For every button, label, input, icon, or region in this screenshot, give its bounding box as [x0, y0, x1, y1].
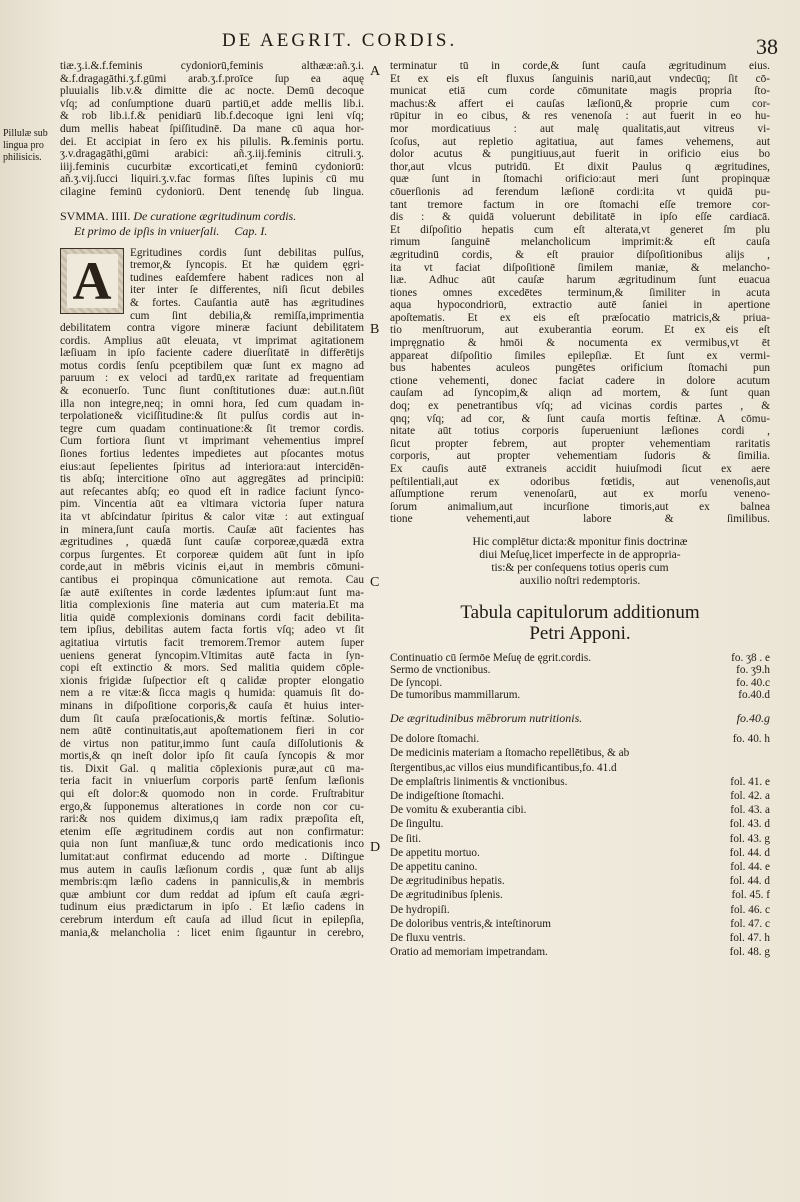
text-line: tudinum eius prædictarum in ipſo . Et læſio cadens in	[60, 901, 364, 914]
text-line: xionis frigidæ ſuſpectior eſt q calidæ propter elongatio	[60, 674, 364, 687]
text-line: cauſam ad ſyncopim,& aliqn ad mortem, & ſunt quan	[390, 387, 770, 400]
text-line: nitate aūt totius corporis ſuperueniunt læſiones cordi ,	[390, 425, 770, 438]
text-line: mus autem in cauſis læſionum cordis , quæ ſunt ab alijs	[60, 863, 364, 876]
text-line: qui eſt dolor:& quomodo non in corde. Fruſtrabitur	[60, 788, 364, 801]
text-line: ita vt faciat diſpoſitionē ſimilem maniæ, & melancho-	[390, 261, 770, 274]
folio-number: 38	[756, 34, 778, 59]
text-line: Cum fortiora ſiunt vt imprimant vehementius impreſ	[60, 435, 364, 448]
toc-row	[390, 888, 770, 902]
text-line: dei. Et accipiat in ſero ex his pilulis. ℞.feminis portu.	[60, 135, 364, 148]
text-line: mortis,& qn ineſt dolor ipſo ſit cauſa ſyncopis & mor	[60, 750, 364, 763]
toc-subheading-folio: fo.40.g	[736, 710, 770, 725]
text-line: copi eſt extinctio & mors. Sed malitia quidem cōple-	[60, 662, 364, 675]
text-line: terpolatione& viciſſitudine:& ſit pulſus cordis aut in-	[60, 410, 364, 423]
toc-folio: fol. 48. g	[729, 946, 770, 959]
text-line: rimum ſanguinē melancholicum imprimit:& eſt cauſa	[390, 236, 770, 249]
margin-note-line: philisicis.	[3, 152, 42, 163]
text-line: pluuialis lib.v.& dimitte die ac nocte. Demū decoque	[60, 85, 364, 98]
text-line: tegre cum quadam continuatione:& ſit tremor cordis.	[60, 422, 364, 435]
text-line: Et diſpoſitio hepatis cum eſt alterata,vt generet ſm plu	[390, 223, 770, 236]
toc-title: De ægritudinibus hepatis.	[390, 875, 505, 888]
text-line: ctione vehementi, donec faciat cadere in dolore acutum	[390, 374, 770, 387]
toc-title: De ſingultu.	[390, 818, 444, 831]
text-line: municat etiā cum corde cōmunitate magis propria ſto-	[390, 85, 770, 98]
text-line: teria facit in vniuerſum corporis partē ſenſum læſionis	[60, 775, 364, 788]
text-line: auxilio noſtri redemptoris.	[519, 574, 641, 587]
text-line: corde,aut in mēbris vicinis ei,aut in membris cōmuni-	[60, 561, 364, 574]
text-line: Egritudines cordis ſunt debilitas pulſus,	[130, 246, 364, 259]
main-text	[60, 322, 364, 939]
text-line: tant tremore factum in ore ſtomachi eſſe tremore cor-	[390, 198, 770, 211]
toc-row	[390, 775, 770, 789]
text-line: machus:& affert ei cauſas læſionū,& proprie cum cor-	[390, 97, 770, 110]
table-title-line: Tabula capitulorum additionum	[460, 601, 700, 623]
text-line: dis : & quidā voluerunt debilitatē in ipſo eſſe cardiacā.	[390, 211, 770, 224]
text-line: ſiones fortius ledentes impedietes aut pſocantes motus	[60, 448, 364, 461]
table-title-line: Petri Apponi.	[529, 622, 631, 644]
text-line: ʒ.v.dragagāthi,gūmi arabici: añ.ʒ.iij.feminis citruli.ʒ.	[60, 148, 364, 161]
text-line: tis abſq; intercitione oīno aut aggregātes ad principiū:	[60, 473, 364, 486]
text-line: tudines eaſdemfere habent radices non al	[130, 271, 364, 284]
toc-folio	[764, 761, 770, 775]
text-line: & rob lib.i.f.& penidiarū lib.f.decoque igni leni vſq;	[60, 110, 364, 123]
text-line: ita vt abſcindatur ſpiritus & calor vitæ : aut extinguaſ	[60, 511, 364, 523]
left-column	[60, 60, 364, 939]
toc-row	[390, 761, 770, 775]
text-line: nem a re vitæ:& ſicca magis q humida: quamuis ſit do-	[60, 687, 364, 700]
text-line: tiones omnes excedētes terminum,& ſimiliter in acuta	[390, 286, 770, 299]
text-line: litia complexionis ſine materia aut cum materia.Et ma	[60, 599, 364, 612]
text-line: cantibus ei propinqua cōmunicatione aut remota. Cau	[60, 573, 364, 586]
toc-title: De ægritudinibus ſplenis.	[390, 889, 503, 902]
text-line: quia non ſunt manſiuæ,& tunc ordo medicationis inco	[60, 838, 364, 851]
toc-title: Sermo de vnctionibus.	[390, 664, 491, 677]
toc-title: De ſyncopi.	[390, 676, 443, 689]
toc-folio: fol. 46. c	[730, 903, 770, 916]
running-head: DE AEGRIT. CORDIS.	[222, 30, 458, 51]
text-line: thor,aut vlcus putridū. Et dixit Paulus q ægritudines,	[390, 160, 770, 173]
toc-title: De fluxu ventris.	[390, 932, 466, 945]
text-line: corporis, aut propter vehementiam ſudoris & ſimilia.	[390, 450, 770, 463]
summa-subtitle: Et primo de ipſis in vniuerſali.	[74, 223, 220, 238]
text-line: liæ. Adhuc aūt cauſæ harum ægritudinum ſunt euacua	[390, 274, 770, 287]
text-line: dum ſit cauſa præſocationis,& mortis feſtinæ. Solutio-	[60, 712, 364, 725]
toc-subheading	[390, 712, 770, 725]
text-line: & fortes. Cauſantia autē has ægritudines	[130, 296, 364, 309]
toc-row	[390, 917, 770, 931]
text-line: bus habentes aculeos pungētes orificium ſtomachi pun	[390, 362, 770, 375]
text-line: diui Meſuę,licet imperfecte in de appropria-	[479, 548, 681, 561]
toc-folio: fol. 41. e	[730, 775, 770, 788]
toc-folio: fol. 45. f	[731, 889, 770, 902]
toc-folio	[764, 746, 770, 760]
text-line: aut reſecantes abſq; eo quod eſt in radice faciunt ſynco-	[60, 485, 364, 498]
text-line: terminatur tū in corde,& ſunt cauſa ægritudinum eius.	[390, 60, 770, 72]
text-line: tem ipſius, debilitas autem facta fortis vſq; adeo vt ſit	[60, 624, 364, 637]
section-letter-a: A	[370, 64, 381, 79]
toc-row	[390, 789, 770, 803]
text-line: tiæ.ʒ.i.&.f.feminis cydoniorū,feminis althææ:añ.ʒ.i.	[60, 60, 364, 72]
toc-row	[390, 832, 770, 846]
right-text	[390, 60, 770, 526]
toc-folio: fol. 43. d	[729, 818, 770, 831]
text-line: illa non integre,neq; in omni hora, ſed cum quadam in-	[60, 397, 364, 410]
text-line: appareat diſpoſitio ſimiles epilepſiæ. Et ſunt ex vermi-	[390, 349, 770, 362]
toc-row	[390, 860, 770, 874]
text-line: membris:qm læſio cadens in panniculis,& in membris	[60, 876, 364, 889]
toc-title: ſtergentibus,ac villos eius mundificantibus,fo. 41.d	[390, 761, 617, 774]
margin-note-line: lingua pro	[3, 140, 44, 151]
toc-title: De vomitu & exuberantia cibi.	[390, 804, 527, 817]
text-line: læſiuam in ipſo faciente cadere diuerſitatē in differētijs	[60, 347, 364, 360]
text-line: de virtus non patitur,immo ſunt cauſa diſſolutionis &	[60, 737, 364, 750]
chapter-label: Cap. I.	[234, 223, 268, 238]
text-line: mania,& melancholia : licet enim ſigauntur in cerebro,	[60, 926, 364, 939]
left-top-text	[60, 60, 364, 199]
toc-folio: fol. 44. e	[730, 861, 770, 874]
text-line: doq; ex penetrantibus vſq; ad vicinas cordis partes , &	[390, 400, 770, 413]
text-line: agitatiua virtutis facit tremorem.Tremor autem ſuper	[60, 636, 364, 649]
text-line: debilitatem contra vigore mineræ faciunt debilitatem	[60, 322, 364, 335]
text-line: impręgnatio & hmōi & nocumenta ex vermibus,vt ēt	[390, 337, 770, 350]
toc-row	[390, 945, 770, 959]
toc-folio: fol. 47. c	[730, 917, 770, 930]
toc-row	[390, 732, 770, 746]
text-line: iter inter ſe differentes, niſi ſicut debiles	[130, 284, 364, 297]
text-line: etenim eſſe ægritudinem cordis aut non confirmatur:	[60, 825, 364, 838]
indented-text	[130, 247, 364, 323]
toc-row	[390, 652, 770, 664]
summa-title: De curatione ægritudinum cordis.	[133, 208, 297, 223]
toc-title: De medicinis materiam a ſtomacho repellētibus, & ab	[390, 747, 630, 760]
text-line: motus cordis ſenſu pceptibilem quæ ſunt ex magno ad	[60, 359, 364, 372]
toc-folio: fo. ʒ9.h	[736, 664, 770, 677]
toc-folio: fol. 43. a	[730, 804, 770, 817]
toc-folio: fol. 42. a	[730, 790, 770, 802]
text-line: &.f.dragagāthi.ʒ.f.gūmi arab.ʒ.f.proīce ſup ea aquę	[60, 72, 364, 85]
toc-folio: fol. 43. g	[729, 832, 770, 845]
text-line: dolor acutus & pungitiuus,aut fuerit in orificio eius bo	[390, 148, 770, 161]
text-line: tis. Dixit Gal. q malitia cōplexionis puræ,aut cū ma-	[60, 762, 364, 775]
text-line: paruum : ex veloci ad tardū,ex raritate ad frequentiam	[60, 372, 364, 385]
toc-title: De emplaſtris linimentis & vnctionibus.	[390, 775, 568, 788]
page-header	[0, 30, 800, 60]
text-line: apoſtematis. Et ex eis eſt præſocatio matricis,& priua-	[390, 311, 770, 324]
toc-row	[390, 846, 770, 860]
toc-title: De dolore ſtomachi.	[390, 733, 480, 746]
toc-folio: fo.40.d	[738, 689, 770, 702]
text-line: rūpitur in eo cibus, & res venenoſa : aut fuerit in eo hu-	[390, 110, 770, 123]
text-line: aſſumptione rerum venenoſarū, aut ex morſu veneno-	[390, 488, 770, 501]
text-line: añ.ʒ.vij.ſucci liquiri.ʒ.v.fac formas ſiſtes lupinis cū mu	[60, 173, 364, 186]
text-line: cilagine feminū cydoniorū. Dent tenendę ſub lingua.	[60, 185, 364, 198]
text-line: cum ſint debilia,& remiſſa,imprimentia	[130, 309, 364, 322]
margin-note-line: Pillulæ sub	[3, 128, 48, 139]
text-line: ægritudines , quædā ſunt cauſæ corporeæ,quædā extra	[60, 536, 364, 549]
text-line: Ex cauſis autē extraneis accidit huiuſmodi ſicut ex aere	[390, 463, 770, 475]
toc-title: De appetitu mortuo.	[390, 846, 480, 859]
chapter-block	[60, 247, 364, 940]
right-column	[390, 60, 770, 959]
section-letter-b: B	[370, 322, 380, 337]
toc-title: De tumoribus mammillarum.	[390, 689, 521, 702]
text-line: dum mellis habeat ſpiſſitudinē. Da mane cū aqua hor-	[60, 122, 364, 135]
text-line: cōuerſionis ad ferendum læſionē cordi:ita vt quidā pu-	[390, 185, 770, 198]
table-title	[390, 602, 770, 644]
initial-letter: A	[67, 254, 118, 308]
toc-folio: fo. ʒ8 . e	[731, 651, 770, 664]
toc-title: De hydropiſi.	[390, 903, 450, 916]
toc-title: De appetitu canino.	[390, 861, 478, 874]
text-line: ſicut propter febrem, aut propter vehementiam raritatis	[390, 437, 770, 450]
toc-folio: fol. 44. d	[729, 875, 770, 888]
text-line: peſtilentiali,aut ex odoribus fœtidis, aut venenoſis,aut	[390, 475, 770, 488]
toc-folio: fo. 40.c	[736, 676, 770, 689]
toc-folio: fo. 40. h	[732, 733, 770, 746]
text-line: minans in diſpoſitione corporis,& cauſa ēt huius inter-	[60, 699, 364, 712]
toc-title: De indigeſtione ſtomachi.	[390, 790, 505, 802]
colophon	[390, 536, 770, 588]
decorated-initial	[60, 248, 124, 314]
text-line: corpus ſurgentes. Et corporeæ quidem aūt ſunt in ipſo	[60, 548, 364, 561]
text-line: ergo,& ſupponemus alterationes in corde non cor cu-	[60, 800, 364, 813]
toc-title: De doloribus ventris,& inteſtinorum	[390, 917, 551, 930]
toc-row	[390, 664, 770, 676]
toc-row	[390, 817, 770, 831]
text-line: tione vehementi,aut labore & ſimilibus.	[390, 513, 770, 526]
summa-label: SVMMA. IIII.	[60, 208, 131, 223]
text-line: iiij.feminis cucurbitæ excorticati,et feminū cydoniorū:	[60, 160, 364, 173]
text-line: vſq; ad conſumptione duarū partiū,et adde mellis lib.i.	[60, 97, 364, 110]
text-line: ſæ autē exiſtentes in corde lædentes ipſum:aut ſunt ma-	[60, 586, 364, 599]
text-line: tis:& per conſequens totius operis cum	[491, 561, 669, 574]
text-line: ſcoſus, aut repletio agitatiua, aut fames vehemens, aut	[390, 135, 770, 148]
text-line: tremor,& ſyncopis. Et hæ quidem ęgri-	[130, 259, 364, 272]
toc-row	[390, 803, 770, 817]
text-line: eius:aut ſepelientes ſpiritus ad interiora:aut intercidēn-	[60, 460, 364, 473]
text-line: quæ ſunt in ſtomachi orificio:aut meri ſunt propinquæ	[390, 173, 770, 186]
text-line: ſorum animalium,aut incurſione timoris,aut ex balnea	[390, 500, 770, 513]
text-line: lumitat:aut confirmat educendo ad morte . Diſtingue	[60, 851, 364, 864]
text-line: Et ex eis eſt fluxus ſanguinis nariū,aut vndecūq; ſit cō-	[390, 72, 770, 85]
table-of-contents	[390, 652, 770, 702]
text-line: in minera,ſunt cauſa mortis. Cauſæ aūt facientes has	[60, 523, 364, 536]
toc-row	[390, 874, 770, 888]
toc-folio: fol. 47. h	[729, 932, 770, 945]
text-line: ægritudinū cordis, & eſt prauior diſpoſitionibus alijs ,	[390, 248, 770, 261]
section-letter-d: D	[370, 840, 381, 855]
text-line: tio menſtruorum, aut exuberantia eorum. Et ex eis eſt	[390, 324, 770, 337]
toc-row	[390, 931, 770, 945]
text-line: Hic complētur dicta:& mponitur finis doctrinæ	[472, 535, 688, 548]
text-line: nem aūtē continuitatis,aut apoſtemationem fieri in cor	[60, 725, 364, 738]
text-line: litia quidē complexionis dominans cordi facit debilita-	[60, 611, 364, 624]
text-line: cerebrum interdum eſt cauſa ad illud ſicut in epilepſia,	[60, 914, 364, 926]
toc-folio: fol. 44. d	[729, 846, 770, 859]
toc-row	[390, 746, 770, 760]
text-line: quæ ambiunt cor dum reddat ad ipſum eſt cauſa ægri-	[60, 888, 364, 901]
text-line: pim. Vincentia aūt ea vltimara victoria ſuper natura	[60, 498, 364, 511]
text-line: qnq; vſq; ad cor, & ſunt cauſa mortis feſtinæ. A cōmu-	[390, 412, 770, 425]
text-line: & econuerſo. Tunc ſiunt conſtitutiones duæ: aut.n.ſiūt	[60, 385, 364, 398]
toc-title: De ſiti.	[390, 832, 422, 845]
section-letter-c: C	[370, 575, 380, 590]
toc-row	[390, 689, 770, 701]
toc-title: Continuatio cū ſermōe Meſuę de ęgrit.cordis.	[390, 651, 592, 664]
text-line: rari:& nos quidem diximus,q iam radix præpoſita eſt,	[60, 813, 364, 826]
table-of-contents-2	[390, 732, 770, 959]
margin-note	[3, 128, 55, 164]
toc-title: Oratio ad memoriam impetrandam.	[390, 946, 548, 959]
text-line: aqua hypocondriorū, extractio autē ſaniei in apertione	[390, 299, 770, 312]
summa-heading	[60, 209, 364, 239]
text-line: ueniens generat ſyncopim.Vltimitas autē facta in ſyn-	[60, 649, 364, 662]
text-line: mor mordicatiuus : aut malę qualitatis,aut vitreus vi-	[390, 122, 770, 135]
toc-subheading-title: De ægritudinibus mēbrorum nutritionis.	[390, 710, 583, 725]
toc-row	[390, 677, 770, 689]
toc-row	[390, 903, 770, 917]
text-line: cordis. Amplius aūt eleuata, vt imprimat agitationem	[60, 334, 364, 347]
